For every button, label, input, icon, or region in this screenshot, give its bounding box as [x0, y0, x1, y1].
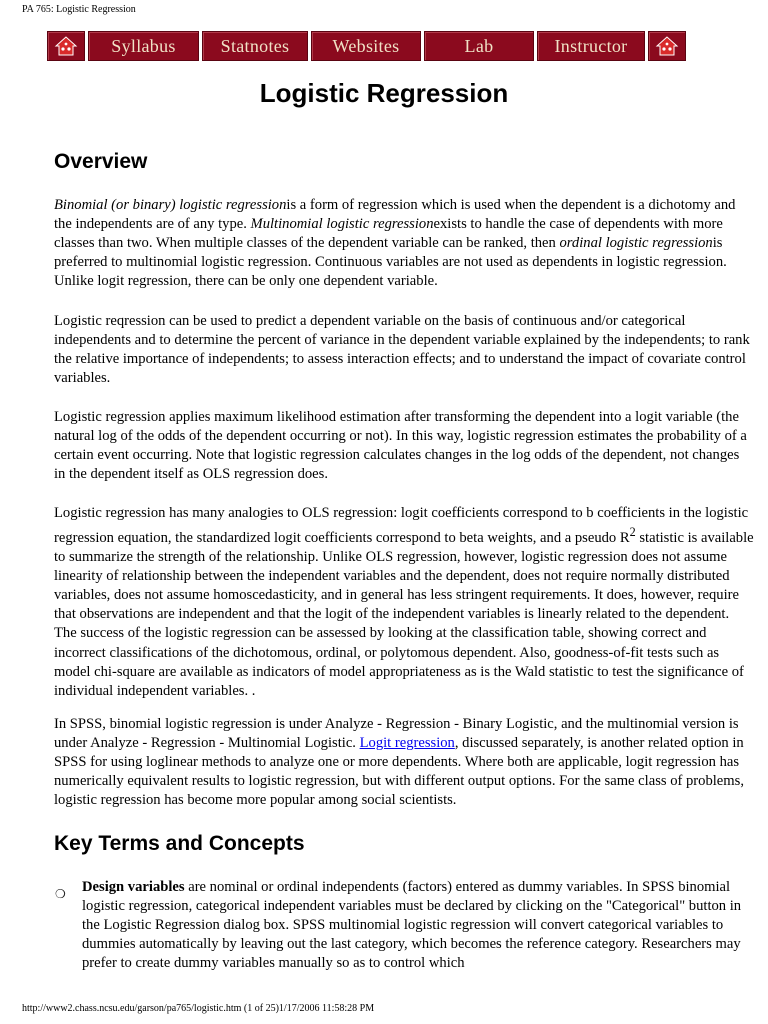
key-terms-heading: Key Terms and Concepts [54, 832, 305, 855]
term-ordinal: ordinal logistic regression [559, 235, 713, 252]
logit-regression-link[interactable]: Logit regression [359, 735, 455, 752]
overview-paragraph-5 [54, 715, 754, 810]
page-footer: http://www2.chass.ncsu.edu/garson/pa765/logistic.htm (1 of 25)1/17/2006 11:58:28 PM [22, 1003, 375, 1014]
p5-text-1: In SPSS, binomial logistic regression is under Analyze - Regression - Binary Logistic, and the multinomial version is under Analyze - Regression - Multinomial Logistic. [54, 716, 739, 752]
nav-bar [47, 31, 693, 61]
overview-paragraph-2: Logistic reqression can be used to predict a dependent variable on the basis of continuous and/or categorical independents and to determine the percent of variance in the dependent variable explained by the independents; to rank the relative importance of independents; to assess interaction effects; and to understand the impact of covariate control variables. [54, 313, 750, 387]
p5-text-2: , discussed separately, is another related option in SPSS for using loglinear methods to analyze one or more dependents. Where both are applicable, logit regression has numerically equivalent results to logistic regression, but with different output options. For the same class of problems, logistic regression has become more popular among social scientists. [54, 735, 744, 809]
overview-heading: Overview [54, 150, 148, 173]
p4-text-2: statistic is available to summarize the strength of the relationship. Unlike OLS regression, however, logistic regression does not assume linearity of relationship between the independent variables and the dependent, does not require normally distributed variables, does not assume homoscedasticity, and in general has less stringent requirements. It does, however, require that observations are independent and that the logit of the independent variables is linearly related to the dependent. The success of the logistic regression can be assessed by looking at the classification table, showing correct and incorrect classifications of the dichotomous, ordinal, or polytomous dependent. Also, goodness-of-fit tests such as model chi-square are available as indicators of model appropriateness as is the Wald statistic to test the significance of individual independent variables. . [54, 529, 754, 699]
nav-instructor[interactable]: Instructor [537, 31, 645, 61]
p1-text-3: is preferred to multinomial logistic regression. Continuous variables are not used as dependents in logistic regression. Unlike logit regression, there can be only one dependent variable. [54, 235, 727, 290]
nav-syllabus[interactable]: Syllabus [88, 31, 199, 61]
page-title: Logistic Regression [259, 78, 509, 108]
key-term-item [82, 878, 754, 973]
term-multinomial: Multinomial logistic regression [250, 216, 434, 233]
p1-text-2: exists to handle the case of dependents with more classes than two. When multiple classes of the dependent variable can be ranked, then [54, 216, 723, 252]
superscript-2: 2 [629, 525, 636, 540]
page-header: PA 765: Logistic Regression [22, 4, 136, 15]
key-term-name: Design variables [82, 879, 185, 895]
overview-paragraph-3: Logistic regression applies maximum likelihood estimation after transforming the dependent into a logit variable (the natural log of the odds of the dependent occurring or not). In this way, logistic regression estimates the probability of a certain event occurring. Note that logistic regression calculates changes in the log odds of the dependent, not changes in the dependent itself as OLS regression does. [54, 409, 747, 483]
house-icon [655, 35, 679, 57]
term-binomial: Binomial (or binary) logistic regression [54, 197, 287, 213]
p1-text-1: is a form of regression which is used when the dependent is a dichotomy and the independents are of any type. [54, 197, 736, 233]
nav-statnotes[interactable]: Statnotes [202, 31, 308, 61]
nav-home-right[interactable] [648, 31, 686, 61]
overview-paragraph-4 [54, 504, 754, 701]
house-icon [54, 35, 78, 57]
key-term-text: are nominal or ordinal independents (factors) entered as dummy variables. In SPSS binomial logistic regression, categorical independent variables must be declared by clicking on the "Categorical" button in the Logistic Regression dialog box. SPSS multinomial logistic regression will convert categorical variables to dummies automatically by leaving out the last category, which becomes the reference category. Researchers may prefer to create dummy variables manually so as to control which [82, 879, 742, 972]
overview-paragraph-1 [54, 196, 754, 291]
bullet-circle-icon: ❍ [55, 887, 66, 901]
nav-websites[interactable]: Websites [311, 31, 421, 61]
nav-lab[interactable]: Lab [424, 31, 534, 61]
p4-text-1: Logistic regression has many analogies to OLS regression: logit coefficients correspond to b coefficients in the logistic regression equation, the standardized logit coefficients correspond to beta weights, and a pseudo R [54, 505, 749, 546]
nav-home-left[interactable] [47, 31, 85, 61]
